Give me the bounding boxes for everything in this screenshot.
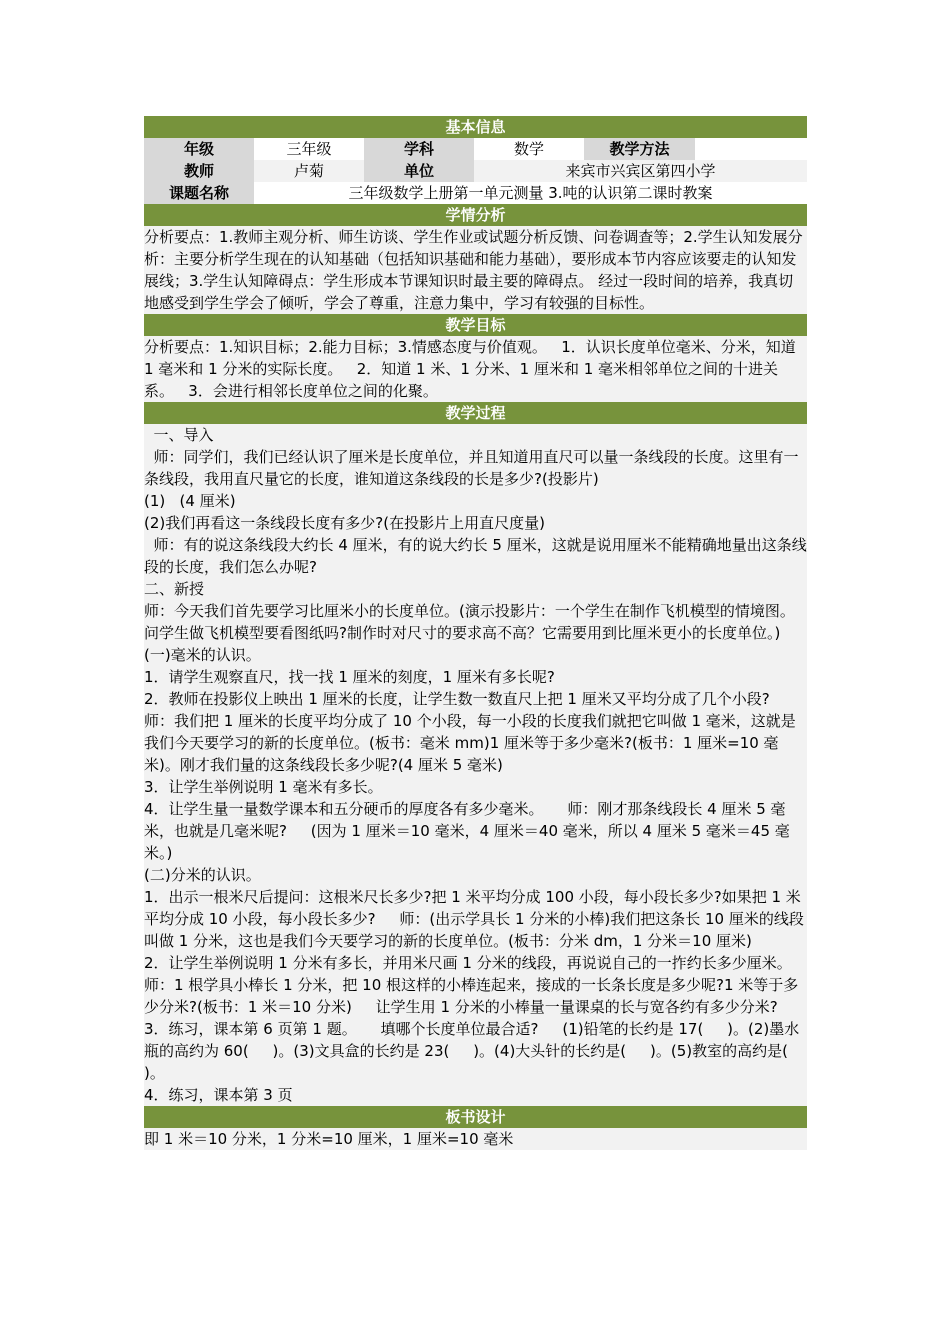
subject-label: 学科 xyxy=(364,138,474,160)
process-paragraph: (二)分米的认识。 xyxy=(144,864,807,886)
basic-info-table xyxy=(144,138,807,204)
process-paragraph: 一、导入 xyxy=(144,424,807,446)
board-design-text: 即 1 米＝10 分米，1 分米=10 厘米，1 厘米=10 毫米 xyxy=(144,1128,807,1150)
teacher-value: 卢菊 xyxy=(254,160,364,182)
lesson-plan-document xyxy=(144,116,816,1150)
section-header-board: 板书设计 xyxy=(144,1106,807,1128)
info-row-3 xyxy=(144,182,807,204)
process-paragraph: (2)我们再看这一条线段长度有多少?(在投影片上用直尺度量) xyxy=(144,512,807,534)
grade-value: 三年级 xyxy=(254,138,364,160)
unit-label: 单位 xyxy=(364,160,474,182)
process-paragraph: 师：有的说这条线段大约长 4 厘米，有的说大约长 5 厘米，这就是说用厘米不能精确地量出这条线段的长度，我们怎么办呢? xyxy=(144,536,807,576)
method-value xyxy=(695,138,807,160)
process-paragraph: 4．让学生量一量数学课本和五分硬币的厚度各有多少毫米。 师：刚才那条线段长 4 厘米 5 毫米，也就是几毫米呢? (因为 1 厘米＝10 毫米，4 厘米＝40 毫米，所以 4 厘米 5 毫米＝45 毫米。) xyxy=(144,798,807,864)
process-paragraph: 师：同学们，我们已经认识了厘米是长度单位，并且知道用直尺可以量一条线段的长度。这里有一条线段，我用直尺量它的长度，谁知道这条线段的长是多少?(投影片) xyxy=(144,446,807,490)
subject-value: 数学 xyxy=(474,138,584,160)
topic-value: 三年级数学上册第一单元测量 3.吨的认识第二课时教案 xyxy=(254,182,807,204)
section-header-analysis: 学情分析 xyxy=(144,204,807,226)
section-header-goals: 教学目标 xyxy=(144,314,807,336)
unit-value: 来宾市兴宾区第四小学 xyxy=(474,160,807,182)
process-paragraph: 二、新授 xyxy=(144,578,807,600)
analysis-text: 分析要点：1.教师主观分析、师生访谈、学生作业或试题分析反馈、问卷调查等；2.学生认知发展分析：主要分析学生现在的认知基础（包括知识基础和能力基础），要形成本节内容应该要走的认知发展线；3.学生认知障碍点：学生形成本节课知识时最主要的障碍点。 经过一段时间的培养，我真切地感受到学生学会了倾听，学会了尊重，注意力集中，学习有较强的目标性。 xyxy=(144,226,807,314)
process-paragraph: 4．练习，课本第 3 页 xyxy=(144,1084,807,1106)
process-paragraph: 3．让学生举例说明 1 毫米有多长。 xyxy=(144,776,807,798)
grade-label: 年级 xyxy=(144,138,254,160)
process-paragraph: (1) (4 厘米) xyxy=(144,490,807,512)
info-row-2 xyxy=(144,160,807,182)
section-header-basic-info: 基本信息 xyxy=(144,116,807,138)
process-paragraph: 3．练习，课本第 6 页第 1 题。 填哪个长度单位最合适? (1)铅笔的长约是 17( )。(2)墨水瓶的高约为 60( )。(3)文具盒的长约是 23( )。(4)大头针的长约是( )。(5)教室的高约是( )。 xyxy=(144,1020,812,1082)
teacher-label: 教师 xyxy=(144,160,254,182)
info-row-1 xyxy=(144,138,807,160)
method-label: 教学方法 xyxy=(584,138,695,160)
process-paragraph: 1．请学生观察直尺，找一找 1 厘米的刻度，1 厘米有多长呢? xyxy=(144,666,807,688)
process-text xyxy=(144,424,816,1106)
goals-text: 分析要点：1.知识目标；2.能力目标；3.情感态度与价值观。 1．认识长度单位毫米、分米，知道 1 毫米和 1 分米的实际长度。 2．知道 1 米、1 分米、1 厘米和 1 毫米相邻单位之间的十进关系。 3．会进行相邻长度单位之间的化聚。 xyxy=(144,336,807,402)
process-paragraph: 2．让学生举例说明 1 分米有多长，并用米尺画 1 分米的线段，再说说自己的一拃约长多少厘米。 师：1 根学具小棒长 1 分米，把 10 根这样的小棒连起来，接成的一长条长度是多少呢?1 米等于多少分米?(板书：1 米＝10 分米) 让学生用 1 分米的小棒量一量课桌的长与宽各约有多少分米? xyxy=(144,954,816,1016)
section-header-process: 教学过程 xyxy=(144,402,807,424)
process-paragraph: 1．出示一根米尺后提问：这根米尺长多少?把 1 米平均分成 100 小段，每小段长多少?如果把 1 米平均分成 10 小段，每小段长多少? 师：(出示学具长 1 分米的小棒)我们把这条长 10 厘米的线段叫做 1 分米，这也是我们今天要学习的新的长度单位。(板书：分米 dm，1 分米＝10 厘米) xyxy=(144,886,807,952)
topic-label: 课题名称 xyxy=(144,182,254,204)
process-paragraph: 2．教师在投影仪上映出 1 厘米的长度，让学生数一数直尺上把 1 厘米又平均分成了几个小段? 师：我们把 1 厘米的长度平均分成了 10 个小段，每一小段的长度我们就把它叫做 1 毫米，这就是我们今天要学习的新的长度单位。(板书：毫米 mm)1 厘米等于多少毫米?(板书：1 厘米=10 毫米)。刚才我们量的这条线段长多少呢?(4 厘米 5 毫米) xyxy=(144,688,807,776)
process-paragraph: 师：今天我们首先要学习比厘米小的长度单位。(演示投影片：一个学生在制作飞机模型的情境图。问学生做飞机模型要看图纸吗?制作时对尺寸的要求高不高？它需要用到比厘米更小的长度单位。) (一)毫米的认识。 xyxy=(144,600,807,666)
